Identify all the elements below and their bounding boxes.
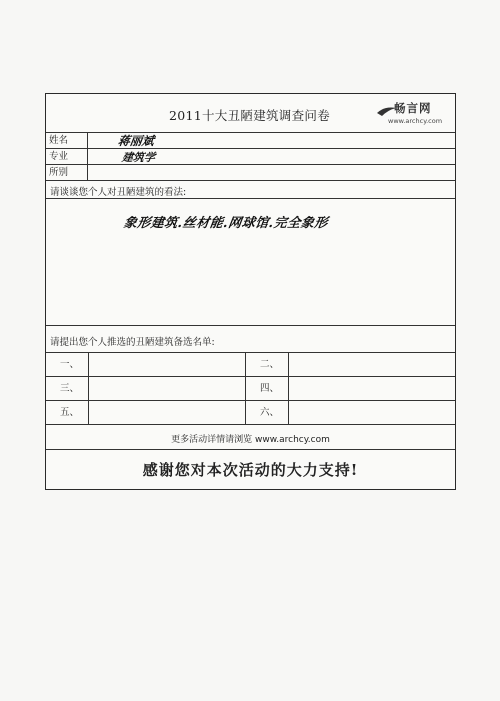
major-value[interactable]: 建筑学 — [121, 151, 156, 164]
archcy-logo — [376, 100, 450, 128]
nomination-label-1: 一、 — [46, 353, 89, 376]
school-row — [46, 165, 455, 181]
name-label: 姓名 — [46, 133, 88, 148]
nomination-row — [46, 377, 455, 401]
nomination-label-2: 二、 — [246, 353, 289, 376]
survey-title: 2011十大丑陋建筑调查问卷 — [169, 108, 331, 123]
nomination-field-5[interactable] — [89, 401, 246, 424]
nominations-prompt: 请提出您个人推选的丑陋建筑备选名单: — [50, 337, 215, 348]
nomination-field-2[interactable] — [289, 353, 455, 376]
opinion-answer: 象形建筑.丝材能.网球馆.完全象形 — [122, 216, 329, 231]
more-info-row — [46, 425, 455, 450]
school-label: 所别 — [46, 165, 88, 180]
thanks-row — [46, 450, 455, 489]
nomination-field-3[interactable] — [89, 377, 246, 400]
nomination-label-6: 六、 — [246, 401, 289, 424]
nomination-label-5: 五、 — [46, 401, 89, 424]
major-label: 专业 — [46, 149, 88, 164]
name-row — [46, 133, 455, 149]
opinion-prompt-row — [46, 181, 455, 199]
nomination-field-4[interactable] — [289, 377, 455, 400]
nomination-row — [46, 401, 455, 425]
opinion-prompt: 请谈谈您个人对丑陋建筑的看法: — [50, 187, 187, 198]
nomination-label-3: 三、 — [46, 377, 89, 400]
name-value[interactable]: 蒋丽斌 — [116, 134, 155, 148]
logo-text: 畅言网 — [394, 101, 432, 115]
nomination-field-1[interactable] — [89, 353, 246, 376]
major-row — [46, 149, 455, 165]
thanks-text: 感谢您对本次活动的大力支持! — [142, 461, 359, 479]
more-info-text: 更多活动详情请浏览 www.archcy.com — [171, 435, 330, 445]
nomination-label-4: 四、 — [246, 377, 289, 400]
survey-form — [45, 93, 456, 490]
nomination-row — [46, 353, 455, 377]
title-row — [46, 94, 455, 133]
opinion-answer-area[interactable] — [46, 199, 455, 326]
nominations-prompt-row — [46, 326, 455, 353]
logo-url: www.archcy.com — [388, 117, 443, 125]
nomination-field-6[interactable] — [289, 401, 455, 424]
